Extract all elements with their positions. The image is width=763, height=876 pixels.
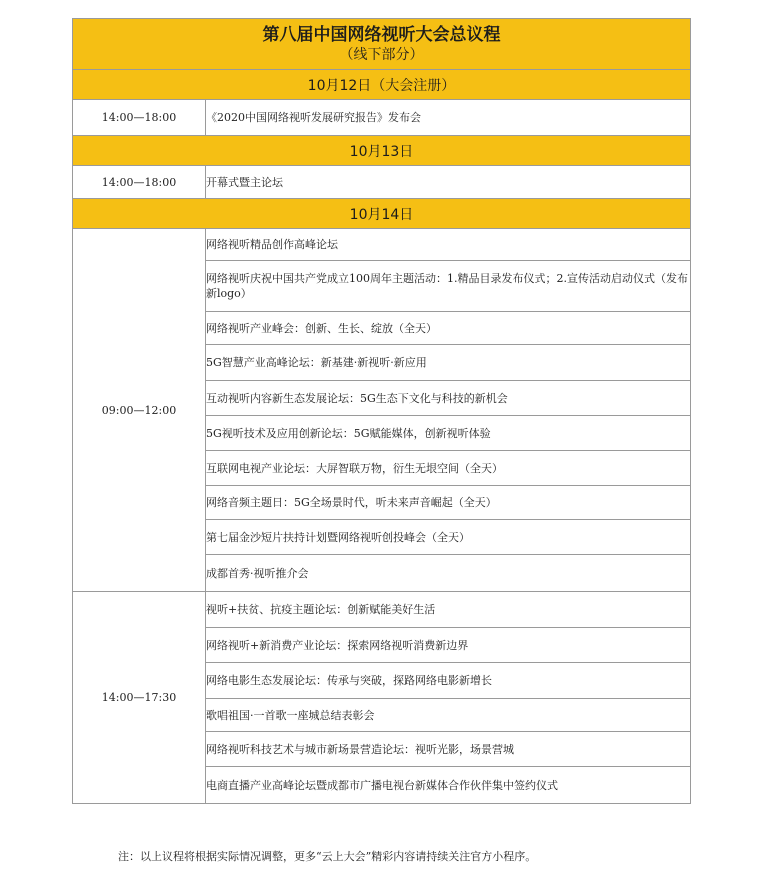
session-item: 5G视听技术及应用创新论坛：5G赋能媒体，创新视听体验 [206, 416, 691, 451]
session-item: 网络音频主题日：5G全场景时代，听未来声音崛起（全天） [206, 486, 691, 520]
session-item: 互动视听内容新生态发展论坛：5G生态下文化与科技的新机会 [206, 381, 691, 416]
page-title: 第八届中国网络视听大会总议程 [262, 25, 501, 45]
agenda-body [73, 19, 691, 804]
day-header-row [73, 199, 691, 229]
day-header: 10月14日 [73, 199, 691, 229]
day-header-row [73, 70, 691, 100]
time-slot: 14:00—18:00 [73, 100, 206, 136]
session-item: 开幕式暨主论坛 [206, 166, 691, 199]
time-slot: 09:00—12:00 [73, 229, 206, 592]
session-item: 网络视听科技艺术与城市新场景营造论坛：视听光影，场景营城 [206, 732, 691, 767]
session-item: 电商直播产业高峰论坛暨成都市广播电视台新媒体合作伙伴集中签约仪式 [206, 767, 691, 804]
session-item: 网络视听+新消费产业论坛：探索网络视听消费新边界 [206, 628, 691, 663]
footnote: 注：以上议程将根据实际情况调整，更多“云上大会”精彩内容请持续关注官方小程序。 [118, 850, 537, 863]
title-cell [73, 19, 691, 70]
title-row [73, 19, 691, 70]
session-item: 网络电影生态发展论坛：传承与突破，探路网络电影新增长 [206, 663, 691, 699]
day-header: 10月12日（大会注册） [73, 70, 691, 100]
day-header: 10月13日 [73, 136, 691, 166]
session-item: 互联网电视产业论坛：大屏智联万物，衍生无垠空间（全天） [206, 451, 691, 486]
session-item: 成都首秀·视听推介会 [206, 555, 691, 592]
day-header-row [73, 136, 691, 166]
session-item: 网络视听产业峰会：创新、生长、绽放（全天） [206, 312, 691, 345]
agenda-row [73, 166, 691, 199]
agenda-row [73, 229, 691, 261]
page-subtitle: （线下部分） [339, 47, 424, 63]
session-item: 歌唱祖国·一首歌一座城总结表彰会 [206, 699, 691, 732]
session-item: 网络视听庆祝中国共产党成立100周年主题活动：1.精品目录发布仪式；2.宣传活动启动仪式（发布新logo） [206, 261, 691, 312]
session-item: 视听+扶贫、抗疫主题论坛：创新赋能美好生活 [206, 592, 691, 628]
time-slot: 14:00—18:00 [73, 166, 206, 199]
session-item: 网络视听精品创作高峰论坛 [206, 229, 691, 261]
session-item: 《2020中国网络视听发展研究报告》发布会 [206, 100, 691, 136]
agenda-table [72, 18, 691, 804]
session-item: 第七届金沙短片扶持计划暨网络视听创投峰会（全天） [206, 520, 691, 555]
agenda-row [73, 100, 691, 136]
agenda-row [73, 592, 691, 628]
session-item: 5G智慧产业高峰论坛：新基建·新视听·新应用 [206, 345, 691, 381]
time-slot: 14:00—17:30 [73, 592, 206, 804]
